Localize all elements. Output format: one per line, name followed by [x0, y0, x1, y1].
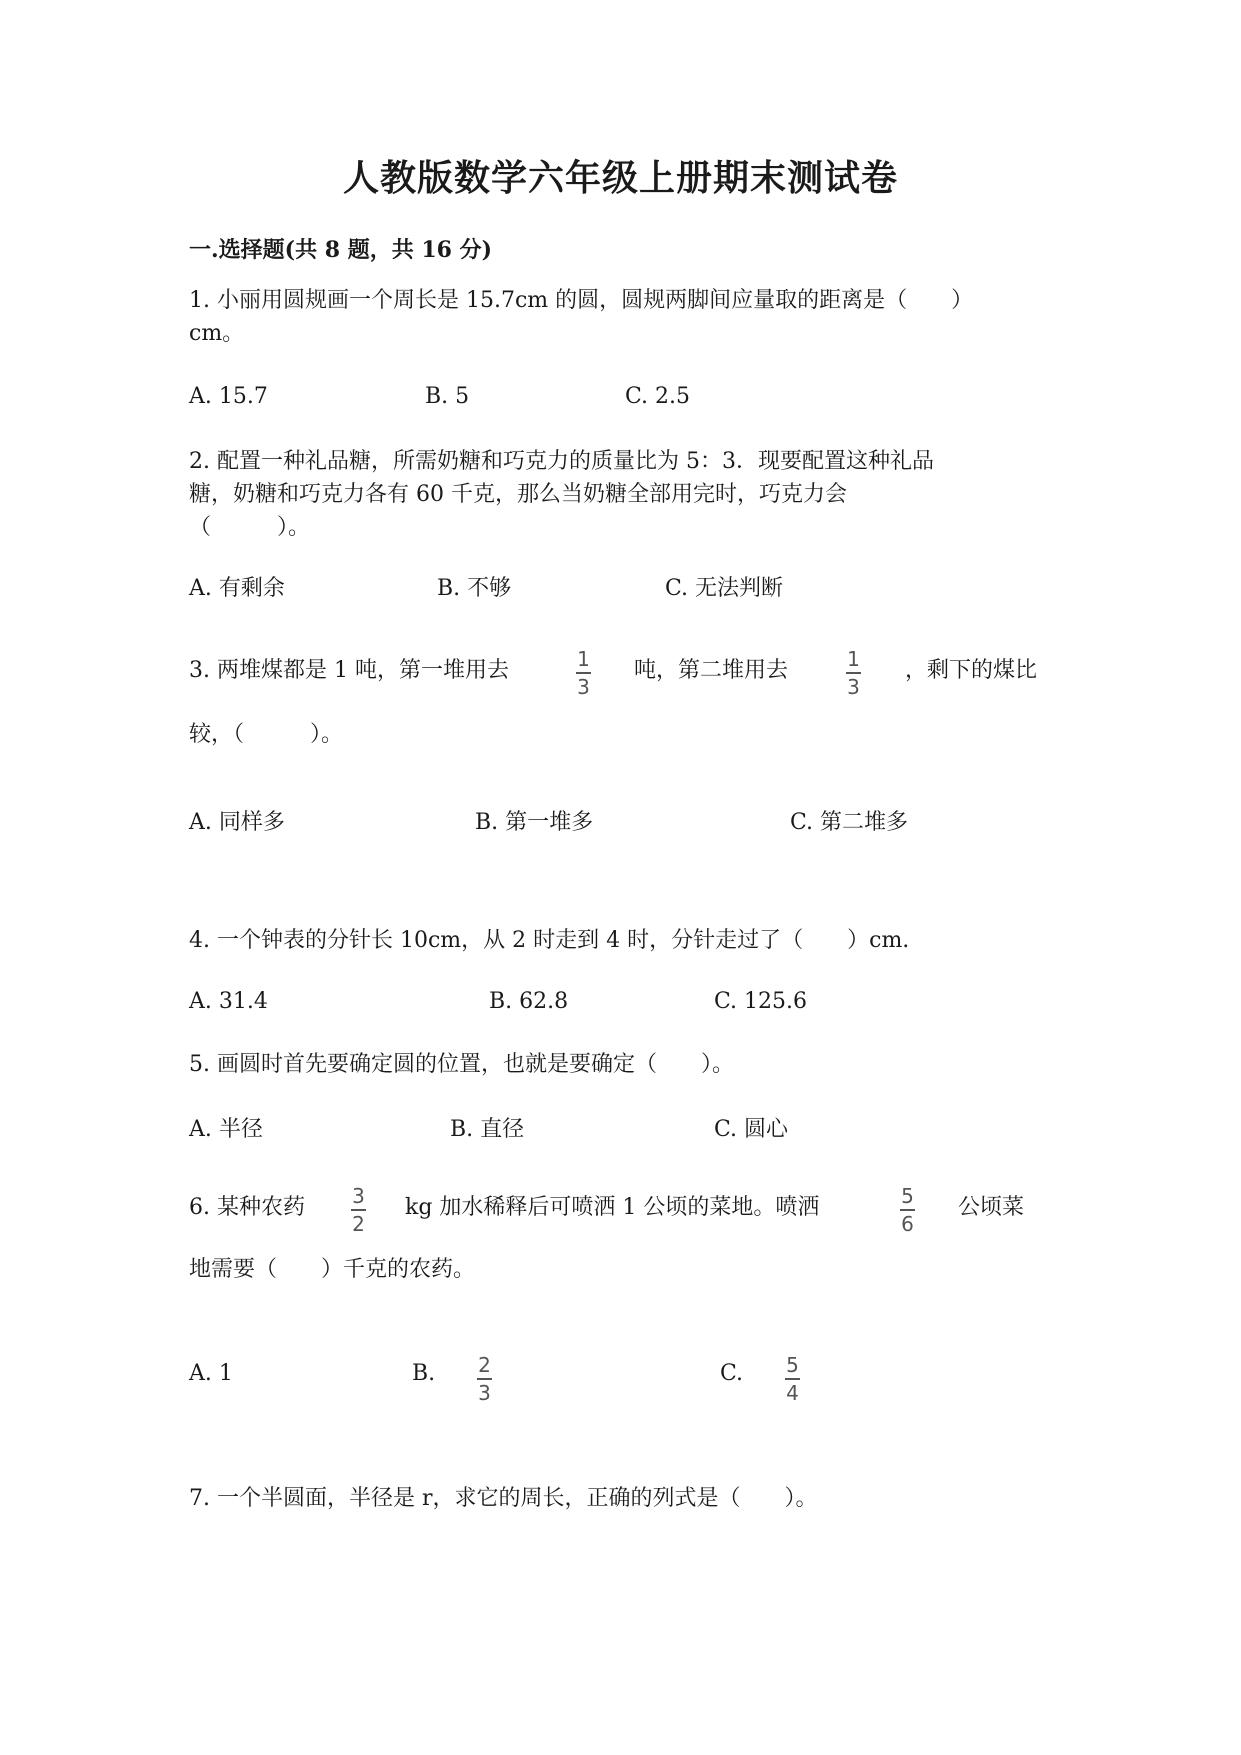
- question-3-text-3: ，剩下的煤比: [905, 658, 1038, 683]
- fraction-numerator: 5: [786, 1353, 799, 1377]
- question-3-option-c: C. 第二堆多: [790, 810, 909, 835]
- question-3-fraction-1: [576, 648, 591, 698]
- question-4-option-b: B. 62.8: [489, 989, 569, 1014]
- question-5-option-c: C. 圆心: [714, 1117, 789, 1142]
- question-2-option-a: A. 有剩余: [189, 576, 285, 601]
- fraction-denominator: 6: [901, 1211, 914, 1236]
- question-2-option-c: C. 无法判断: [665, 576, 784, 601]
- question-6-option-c-fraction: [785, 1354, 800, 1404]
- question-3-text-2: 吨，第二堆用去: [634, 658, 789, 683]
- question-3-option-b: B. 第一堆多: [475, 810, 594, 835]
- question-3-fraction-2: [846, 648, 861, 698]
- question-6-option-a: A. 1: [189, 1361, 233, 1386]
- fraction-bar: [477, 1378, 492, 1380]
- fraction-bar: [900, 1209, 915, 1211]
- question-6-text-3: 公顷菜: [958, 1195, 1025, 1220]
- question-3-line-2: 较，（ ）。: [189, 722, 344, 747]
- question-6-option-b-fraction: [477, 1354, 492, 1404]
- question-6-line-2: 地需要（ ）千克的农药。: [189, 1257, 476, 1282]
- page-title: 人教版数学六年级上册期末测试卷: [342, 157, 898, 199]
- question-4-line-1: 4. 一个钟表的分针长 10cm，从 2 时走到 4 时，分针走过了（ ）cm.: [189, 928, 910, 953]
- fraction-denominator: 3: [577, 674, 590, 699]
- question-3-option-a: A. 同样多: [189, 810, 285, 835]
- question-2-line-2: 糖，奶糖和巧克力各有 60 千克，那么当奶糖全部用完时，巧克力会: [189, 482, 847, 507]
- fraction-denominator: 3: [847, 674, 860, 699]
- fraction-denominator: 2: [352, 1211, 365, 1236]
- question-4-option-a: A. 31.4: [189, 989, 268, 1014]
- fraction-numerator: 1: [577, 647, 590, 671]
- fraction-bar: [576, 672, 591, 674]
- fraction-numerator: 2: [478, 1353, 491, 1377]
- fraction-bar: [846, 672, 861, 674]
- fraction-bar: [785, 1378, 800, 1380]
- question-5-line-1: 5. 画圆时首先要确定圆的位置，也就是要确定（ ）。: [189, 1052, 734, 1077]
- fraction-denominator: 3: [478, 1380, 491, 1405]
- fraction-denominator: 4: [786, 1380, 799, 1405]
- question-1-option-a: A. 15.7: [189, 384, 268, 409]
- question-5-option-a: A. 半径: [189, 1117, 263, 1142]
- question-6-fraction-2: [900, 1185, 915, 1235]
- question-6-fraction-1: [351, 1185, 366, 1235]
- question-2-line-1: 2. 配置一种礼品糖，所需奶糖和巧克力的质量比为 5：3．现要配置这种礼品: [189, 449, 934, 474]
- fraction-numerator: 5: [901, 1184, 914, 1208]
- question-1-option-c: C. 2.5: [625, 384, 691, 409]
- question-1-line-1: 1. 小丽用圆规画一个周长是 15.7cm 的圆，圆规两脚间应量取的距离是（ ）: [189, 288, 974, 313]
- question-6-text-2: kg 加水稀释后可喷洒 1 公顷的菜地。喷洒: [405, 1195, 820, 1220]
- question-2-line-3: （ ）。: [189, 515, 311, 540]
- question-5-option-b: B. 直径: [450, 1117, 525, 1142]
- question-2-option-b: B. 不够: [437, 576, 512, 601]
- question-1-line-2: cm。: [189, 321, 245, 346]
- fraction-numerator: 1: [847, 647, 860, 671]
- fraction-numerator: 3: [352, 1184, 365, 1208]
- question-7-line-1: 7. 一个半圆面，半径是 r，求它的周长，正确的列式是（ ）。: [189, 1486, 818, 1511]
- question-4-option-c: C. 125.6: [714, 989, 808, 1014]
- fraction-bar: [351, 1209, 366, 1211]
- question-6-text-1: 6. 某种农药: [189, 1195, 305, 1220]
- question-1-option-b: B. 5: [425, 384, 470, 409]
- question-3-text-1: 3. 两堆煤都是 1 吨，第一堆用去: [189, 658, 509, 683]
- section-heading: 一.选择题(共 8 题，共 16 分): [189, 237, 493, 263]
- question-6-option-b-label: B.: [412, 1361, 436, 1386]
- question-6-option-c-label: C.: [720, 1361, 744, 1386]
